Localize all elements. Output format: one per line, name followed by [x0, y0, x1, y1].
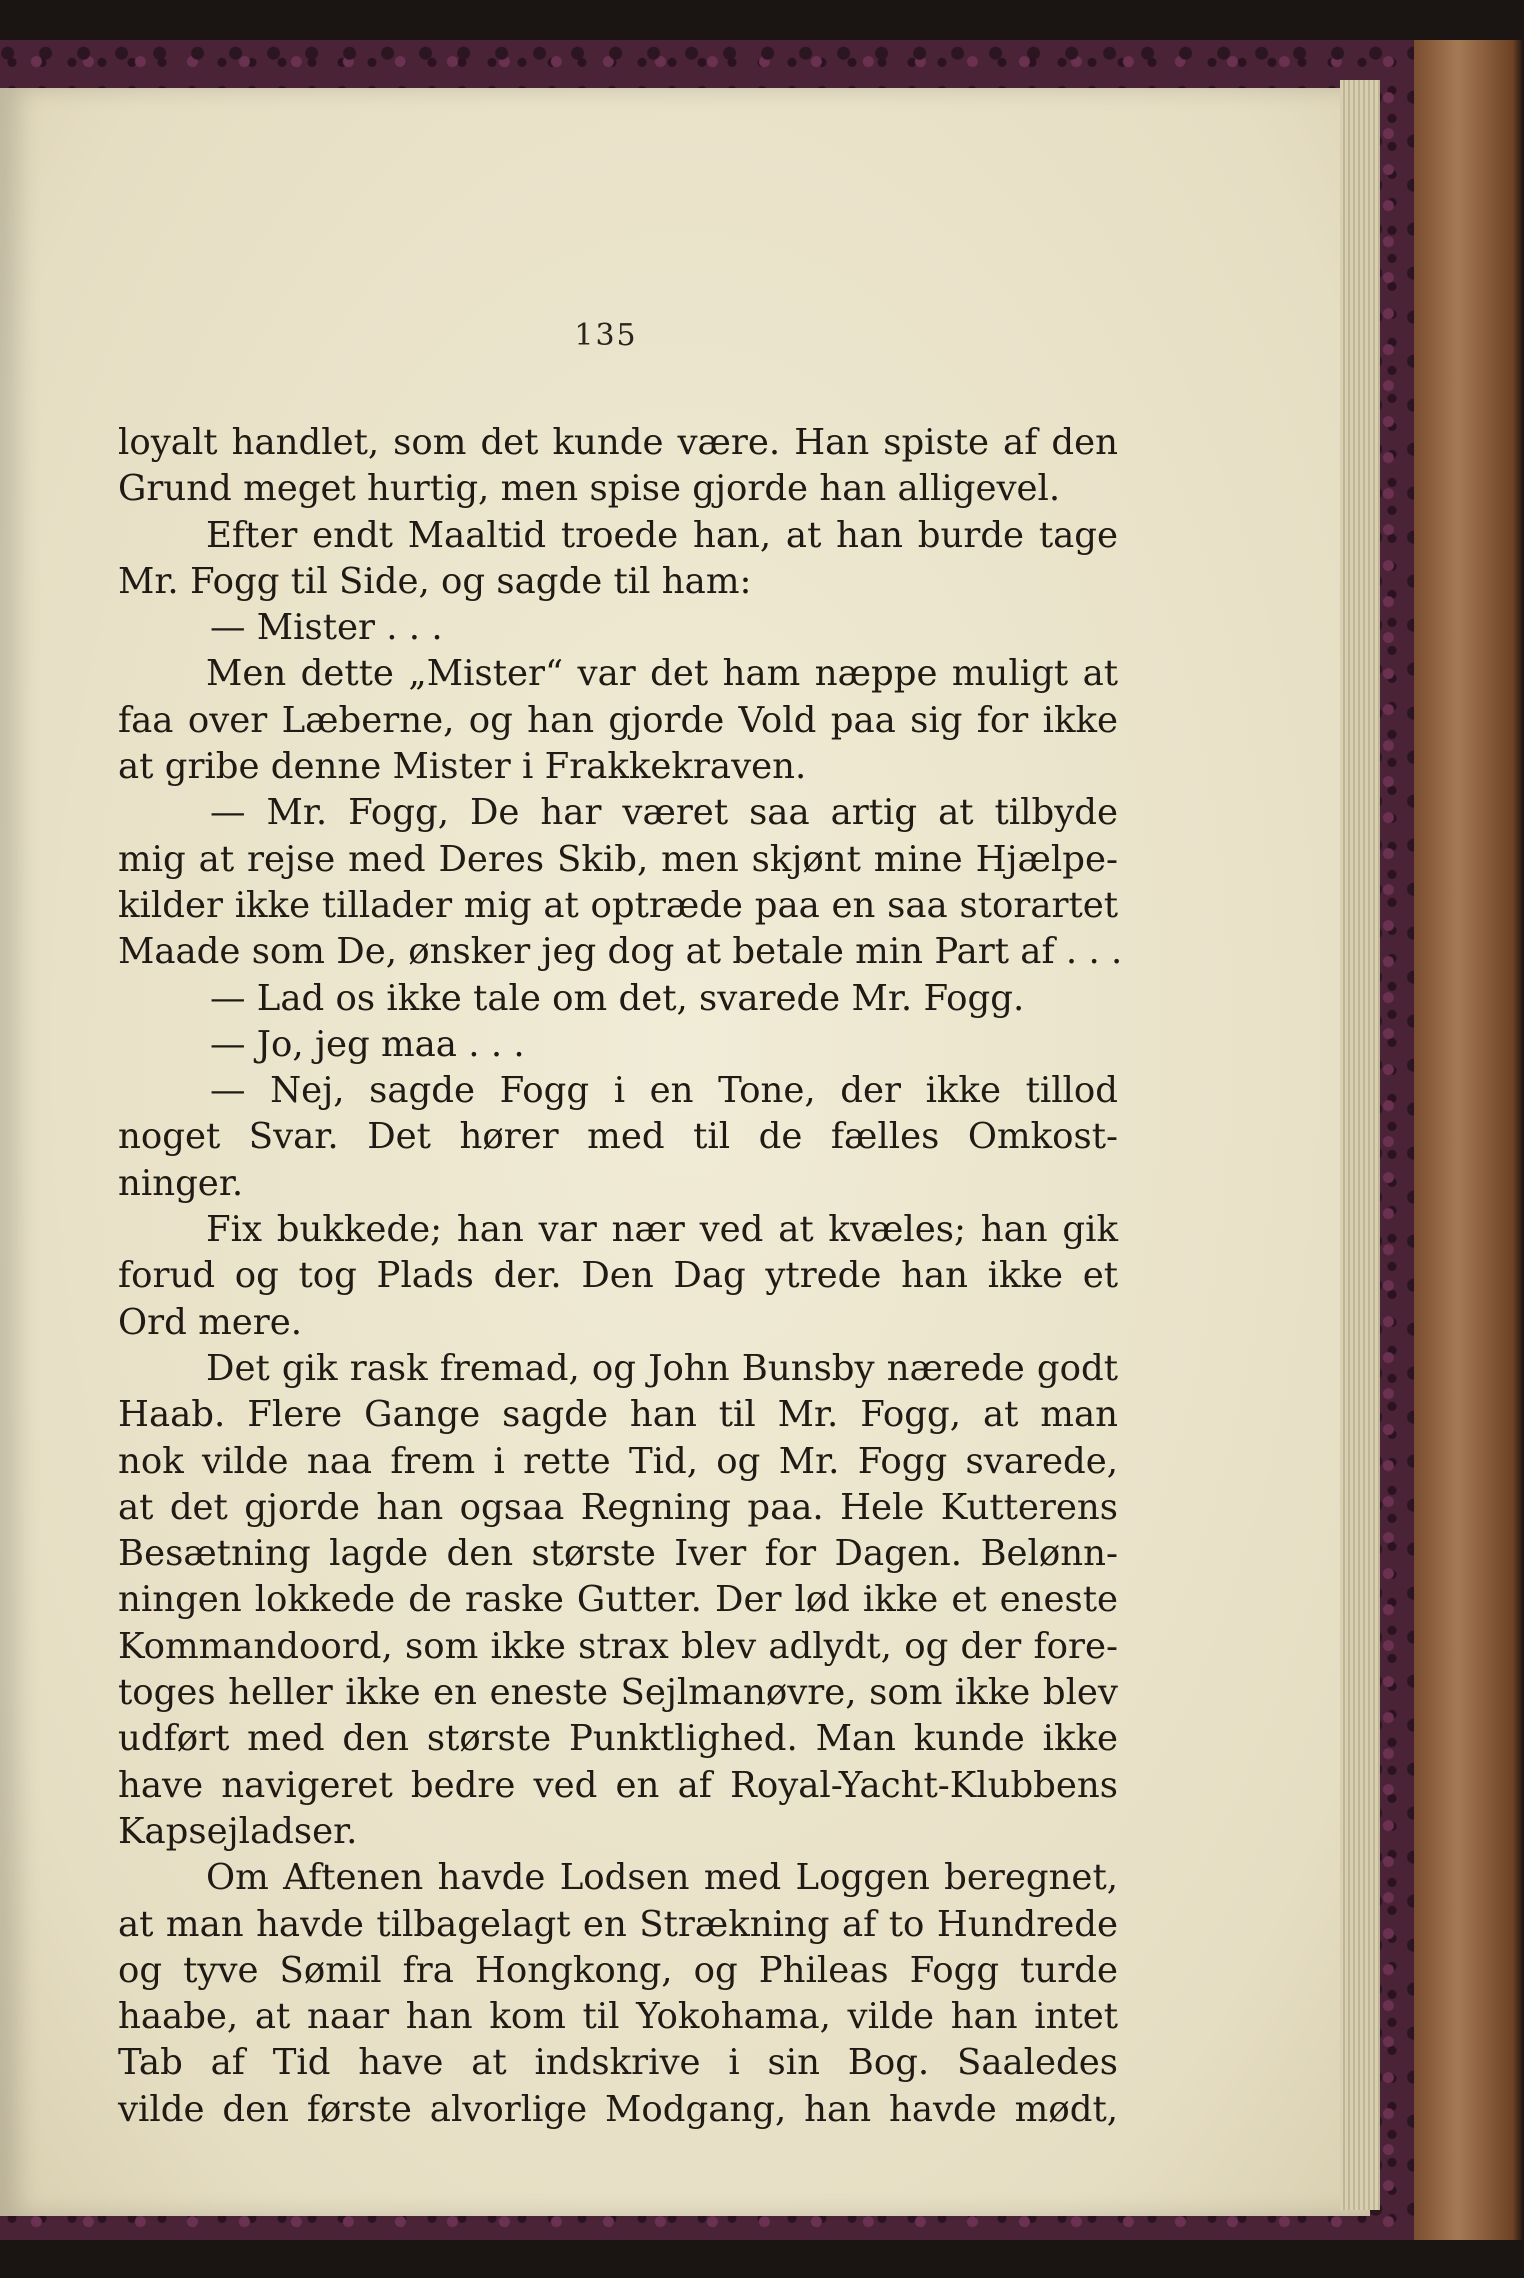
text-line: udført med den største Punktlighed. Man kunde ikke — [118, 1718, 1118, 1760]
text-line: nok vilde naa frem i rette Tid, og Mr. Fogg svarede, — [118, 1440, 1118, 1482]
text-line: Det gik rask fremad, og John Bunsby nærede godt — [206, 1347, 1118, 1389]
text-line: noget Svar. Det hører med til de fælles Omkost- — [118, 1116, 1118, 1158]
page-edges — [1340, 80, 1380, 2210]
text-line: Fix bukkede; han var nær ved at kvæles; han gik — [206, 1209, 1118, 1251]
text-line: at man havde tilbagelagt en Strækning af to Hundrede — [118, 1903, 1118, 1945]
page-number: 135 — [574, 318, 638, 353]
text-line: Men dette „Mister“ var det ham næppe muligt at — [206, 653, 1118, 695]
text-line: Maade som De, ønsker jeg dog at betale min Part af . . . — [118, 931, 1123, 973]
text-line: Mr. Fogg til Side, og sagde til ham: — [118, 560, 752, 602]
text-line: at det gjorde han ogsaa Regning paa. Hele Kutterens — [118, 1486, 1118, 1528]
text-line: Om Aftenen havde Lodsen med Loggen beregnet, — [206, 1857, 1118, 1899]
text-line: kilder ikke tillader mig at optræde paa en saa storartet — [118, 884, 1118, 926]
text-line: toges heller ikke en eneste Sejlmanøvre, som ikke blev — [118, 1672, 1118, 1714]
text-line: haabe, at naar han kom til Yokohama, vilde han intet — [118, 1996, 1118, 2038]
text-line: — Jo, jeg maa . . . — [210, 1023, 525, 1065]
text-line: loyalt handlet, som det kunde være. Han spiste af den — [118, 422, 1118, 463]
text-line: Besætning lagde den største Iver for Dagen. Belønn- — [118, 1533, 1118, 1575]
text-line: ninger. — [118, 1162, 244, 1204]
text-line: Kapsejladser. — [118, 1810, 358, 1852]
text-line: mig at rejse med Deres Skib, men skjønt mine Hjælpe- — [118, 838, 1118, 880]
text-line: Efter endt Maaltid troede han, at han burde tage — [206, 514, 1118, 556]
text-line: Tab af Tid have at indskrive i sin Bog. Saaledes — [118, 2042, 1118, 2084]
book-page — [0, 88, 1370, 2216]
text-line: — Lad os ikke tale om det, svarede Mr. Fogg. — [210, 977, 1025, 1019]
text-line: Kommandoord, som ikke strax blev adlydt, og der fore- — [118, 1625, 1118, 1667]
text-line: have navigeret bedre ved en af Royal-Yacht-Klubbens — [118, 1764, 1118, 1806]
text-line: — Mr. Fogg, De har været saa artig at tilbyde — [210, 792, 1118, 834]
text-line: Haab. Flere Gange sagde han til Mr. Fogg, at man — [118, 1394, 1118, 1436]
text-line: forud og tog Plads der. Den Dag ytrede han ikke et — [118, 1255, 1118, 1297]
text-line: og tyve Sømil fra Hongkong, og Phileas Fogg turde — [118, 1949, 1118, 1991]
leather-binding — [1414, 40, 1524, 2240]
text-line: ningen lokkede de raske Gutter. Der lød ikke et eneste — [118, 1579, 1118, 1621]
text-line: — Nej, sagde Fogg i en Tone, der ikke tillod — [210, 1070, 1118, 1112]
body-text — [118, 420, 1123, 2133]
text-line: Ord mere. — [118, 1301, 303, 1343]
text-line: faa over Læberne, og han gjorde Vold paa sig for ikke — [118, 699, 1118, 741]
text-line: — Mister . . . — [210, 607, 443, 649]
text-line: Grund meget hurtig, men spise gjorde han alligevel. — [118, 468, 1061, 510]
text-line: vilde den første alvorlige Modgang, han havde mødt, — [118, 2088, 1118, 2130]
text-line: at gribe denne Mister i Frakkekraven. — [118, 746, 807, 788]
